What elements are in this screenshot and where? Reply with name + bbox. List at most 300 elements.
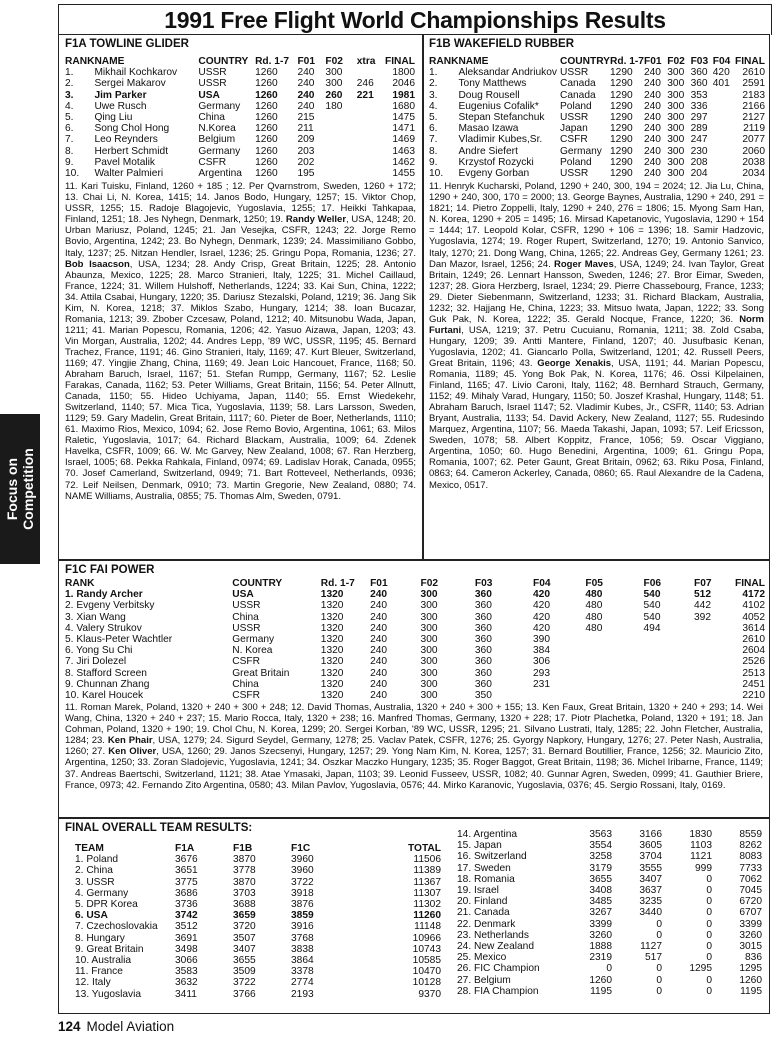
table-cell: 3066 [175,955,198,967]
table-cell: 208 [690,156,708,168]
table-cell: 3563 [589,829,612,840]
table-cell: Germany [559,145,602,157]
table-cell: 7. [429,134,438,146]
table-cell: 16. Switzerland [457,851,527,863]
table-cell: 240 [370,589,388,601]
table-cell: 231 [532,678,550,690]
table-cell: Uwe Rusch [94,100,147,112]
table-cell: 3960 [291,865,314,877]
table-cell: 11. France [75,966,123,978]
table-cell: 3166 [639,829,662,840]
table-cell: 11260 [413,910,441,922]
table-cell: 5. [429,112,438,124]
table-cell: 390 [532,634,550,646]
table-cell: 300 [420,690,438,702]
table-cell: 24. New Zealand [457,941,535,953]
table-cell: 300 [420,589,438,601]
team-heading: FINAL OVERALL TEAM RESULTS: [65,822,253,834]
table-row [429,146,765,157]
table-row [75,877,441,888]
table-cell: 1260 [255,156,278,168]
table-cell [325,146,356,157]
page-title: 1991 Free Flight World Championships Results [58,4,772,35]
table-row [75,966,441,977]
table-cell: China [232,611,259,623]
table-cell: Tony Matthews [458,78,527,90]
table-cell: 21. Canada [457,907,510,919]
table-row [457,851,762,862]
table-cell: 3736 [175,899,198,911]
table-cell: 9. Great Britain [75,943,144,955]
table-cell: 0 [706,941,712,953]
table-cell: CSFR [198,156,227,168]
table-cell: Jim Parker [94,89,147,101]
table-cell: 240 [643,67,661,79]
table-cell: 3632 [175,977,198,989]
table-cell [357,123,385,134]
table-row [429,157,765,168]
table-cell: 20. Finland [457,896,508,908]
table-cell: Mikhail Kochkarov [94,67,178,79]
table-row [65,612,765,623]
table-cell: 3688 [233,899,256,911]
table-cell: 3766 [233,988,256,1000]
table-cell: 1127 [640,941,662,953]
table-cell: 9370 [418,988,441,1000]
column-header: COUNTRY [232,578,283,589]
page-footer [58,1019,174,1034]
table-cell: Argentina [198,168,242,180]
table-row [65,623,765,634]
table-cell: 240 [297,78,315,90]
column-header: xtra [356,56,376,67]
table-cell: 3916 [291,921,314,933]
table-cell: 1320 [320,667,344,679]
table-cell [713,101,735,112]
table-cell: 353 [690,89,708,101]
table-row [65,656,765,667]
table-cell: 4172 [742,589,765,601]
table-cell: 1290 [609,78,633,90]
table-cell: 10. [65,168,80,180]
table-cell: 2591 [742,78,765,90]
table-cell: 384 [532,645,550,657]
table-row [65,123,415,134]
table-row [65,645,765,656]
table-cell: 3378 [291,966,314,978]
table-cell: 7. Jiri Dolezel [65,656,127,668]
table-cell: 480 [585,600,603,612]
table-row [457,874,762,885]
table-row [75,921,441,932]
table-cell: 3659 [233,910,256,922]
table-cell: 1680 [392,100,415,112]
table-cell: 247 [690,134,708,146]
table-cell: Song Chol Hong [94,123,170,135]
table-cell: 240 [370,645,388,657]
table-cell [694,656,735,667]
table-cell: 209 [297,134,315,146]
table-cell [713,123,735,134]
table-cell: Andre Siefert [458,145,518,157]
table-cell: 1320 [320,645,344,657]
table-cell: 9. [429,156,438,168]
table-cell: 5. [65,112,74,124]
table-cell: 2046 [392,78,415,90]
table-cell [325,112,356,123]
table-cell: 420 [712,67,730,79]
column-header: F01 [643,56,662,67]
f1a-other-results: 11. Kari Tuisku, Finland, 1260 + 185 ; 12. Per Qvarnstrom, Sweden, 1260 + 172; 13. Chai Li, N. Korea, 1415; 14. Janos Bodo, Hungary, 1257; 15. Viktor Chop, USSR, 1255; 15. Radoje Blagojevic, Yugoslavia, 1255; 17. Heikki Tahkapaa, Finland, 1251; 18. Jes Nyhegn, Denmark, 1250; 19. Randy Weller, USA, 1248; 20. Urban Mariusz, Poland, 1245; 21. Jan Vesejka, CSFR, 1243; 22. Jorge Remo Bovio, Argentina, 1242; 23. Bo Nyhegn, Denmark, 1239; 24. Massimiliano Gobbo, Italy, 1237; 25. Nitzan Hendler, Israel, 1236; 25. Gringu Popa, Romania, 1236; 27. Bob Isaacson, USA, 1234; 28. Andy Crisp, Great Britain, 1225; 28. Antonio Abaunza, Mexico, 1225; 28. Marco Stranieri, Italy, 1225; 31. Michel Caillaud, France, 1224; 31. Willem Hulshoff, Netherlands, 1224; 33. Kai Sun, China, 1222; 34. Attila Csabai, Hungary, 1220; 35. Dariusz Stezalski, Poland, 1219; 36. Jang Sik Kim, N. Korea, 1218; 37. Miklos Szabo, Hungary, 1214; 38. Ioan Bucazar, Romania, 1213; 39. Zbober Czcesaw, Poland, 1212; 40. Mitsunobu Wada, Japan, 1211; 41. Marian Popescu, Romania, 1206; 42. Yasuo Aizawa, Japan, 1203; 43. Vin Morgan, Australia, 1202; 44. Andres Lepp, '89 WC, USSR, 1195; 45. Bernard Trachez, France, 1191; 46. Gino Stranieri, Italy, 1169; 47. Kurt Bleuer, Switzerland, 1169; 47. Yingjie Zhang, China, 1169; 49. Jean Loic Hancouet, France, 1168; 50. Abraham Baruch, Israel, 1167; 51. Stefan Rumpp, Germany, 1167; 52. Leslie Farakas, Canada, 1162; 53. Peter Williams, Great Britain, 1156; 54. Peter Allnutt, Canada, 1150; 55. Hideo Uchiyama, Japan, 1140; 55. Ernst Wiedekehr, Switzerland, 1140; 57. Mica Tica, Yugoslavia, 1139; 58. Lars Larsson, Sweden, 1129; 59. Gary Madelin, Great Britain, 1117; 60. Pieter de Boer, Netherlands, 1110; 61. Maximo Rios, Mexico, 1094; 62. Jose Remo Bovio, Argentina, 1061; 63. Milos Raletic, Yugoslavia, 1017; 64. Richard Blackam, Australia, 1009; 64. Zdenek Havelka, CSFR, 1009; 66. W. Mc Garvey, New Zealand, 1008; 67. Ran Herzberg, Israel, 1005; 68. Pekka Rahkala, Finland, 0974; 69. Ladislav Horak, Canada, 0955; 70. Josef Camerland, Switzerland, 0949; 71. Bart Rotteveel, Netherlands, 0936; 72. Leif Neilsen, Denmark, 0910; 73. Martin Gregorie, New Zealand, 0880; 74. NAME Williams, Australia, 0855; 75. Thomas Alm, Sweden, 0791. [65,181,416,502]
table-header-row [429,56,765,67]
table-cell: 360 [474,678,492,690]
table-cell: 512 [693,589,711,601]
table-cell: 1455 [392,168,415,180]
table-cell: 1981 [392,89,415,101]
table-row [429,134,765,145]
table-cell: 3015 [739,941,762,953]
table-cell: 1290 [609,100,633,112]
table-cell: Eugenius Cofalik* [458,100,539,112]
table-cell: 3440 [639,907,662,919]
f1c-heading: F1C FAI POWER [65,564,155,576]
table-cell: 28. FIA Champion [457,985,539,997]
column-header: FINAL [735,578,765,589]
table-cell: 3614 [742,622,765,634]
table-row [457,986,762,997]
table-cell: 1800 [392,67,415,79]
column-header: F02 [667,56,685,67]
table-cell: 3742 [175,910,198,922]
table-cell: 360 [474,667,492,679]
table-row [457,941,762,952]
table-cell: 1295 [739,963,762,975]
table-cell: 3864 [291,955,314,967]
table-cell: 1290 [609,134,633,146]
table-row [65,146,415,157]
table-cell: 8. [429,145,438,157]
table-cell: 540 [643,600,661,612]
table-cell: 1295 [689,963,712,975]
table-cell: Walter Palmieri [94,168,164,180]
table-cell: Poland [559,156,592,168]
table-cell: 293 [532,667,550,679]
table-cell: 1320 [320,656,344,668]
table-cell: 14. Argentina [457,829,518,840]
table-cell: 6. USA [75,910,108,922]
table-cell: 10743 [412,943,441,955]
table-row [75,854,441,865]
table-cell [585,690,643,701]
table-cell: 3485 [589,896,612,908]
table-cell: 3408 [589,885,612,897]
table-cell: 240 [643,145,661,157]
table-cell: 202 [297,156,315,168]
table-cell: 2610 [742,67,765,79]
table-row [65,134,415,145]
table-cell: 8559 [739,829,762,840]
table-cell: 4. [429,100,438,112]
table-cell: 12. Italy [75,977,111,989]
table-cell: 289 [690,123,708,135]
table-cell: 240 [643,112,661,124]
table-cell: 0 [706,873,712,885]
table-row [75,933,441,944]
table-cell [325,157,356,168]
table-cell: 215 [297,112,315,124]
table-cell: 300 [420,622,438,634]
table-cell: N.Korea [198,123,236,135]
column-header: COUNTRY [198,56,249,67]
table-row [65,78,415,89]
table-cell: 401 [712,78,730,90]
table-cell [694,679,735,690]
table-cell: 3722 [233,977,256,989]
column-header: F06 [643,578,662,589]
table-cell: USSR [559,67,589,79]
table-cell [644,645,694,656]
table-cell: 494 [643,622,661,634]
table-cell: 3722 [291,876,314,888]
table-cell: 3960 [291,854,314,866]
table-cell: Evgeny Gorban [458,168,530,180]
table-cell: 1290 [609,112,633,124]
table-cell: 5. DPR Korea [75,899,138,911]
table-row [75,955,441,966]
table-cell: 240 [370,634,388,646]
f1c-results-table [65,578,765,701]
page-number: 124 [58,1019,81,1034]
table-cell: 13. Yugoslavia [75,988,142,1000]
table-cell: 3859 [291,910,314,922]
table-cell: 3399 [739,918,762,930]
table-cell: 240 [297,67,315,79]
table-row [65,690,765,701]
table-cell: 10128 [412,977,441,989]
table-cell: CSFR [232,690,260,702]
table-cell: 1260 [255,134,278,146]
table-cell: 300 [667,67,685,79]
table-cell: 420 [532,622,550,634]
table-cell: 22. Denmark [457,918,516,930]
table-row [75,865,441,876]
table-cell: 240 [370,667,388,679]
table-cell: 240 [643,89,661,101]
table-cell: 18. Romania [457,873,515,885]
table-cell: 300 [667,168,685,180]
table-row [75,989,441,1000]
section-tab-line2: Competition [20,448,36,530]
table-cell: 1290 [609,168,633,180]
table-row [75,910,441,921]
f1b-heading: F1B WAKEFIELD RUBBER [429,38,575,50]
table-header-row [65,56,415,67]
table-cell: 8262 [739,840,762,852]
table-cell: 420 [532,611,550,623]
table-cell: 1260 [255,89,278,101]
table-cell: 240 [643,168,661,180]
table-cell [694,634,735,645]
table-cell: USSR [198,67,227,79]
table-cell: 3651 [175,865,198,877]
f1b-section [423,34,770,560]
table-cell: 1320 [320,611,344,623]
table-cell: 3655 [589,873,612,885]
table-cell [713,146,735,157]
table-cell: 1463 [392,145,415,157]
table-cell: 8083 [739,851,762,863]
table-cell: 1320 [320,600,344,612]
table-cell: 360 [474,634,492,646]
table-cell: 240 [297,89,315,101]
table-cell: 1195 [740,985,762,997]
table-cell: 300 [325,67,343,79]
table-cell: 3411 [175,988,197,1000]
table-cell: Germany [232,634,275,646]
table-cell: 420 [532,589,550,601]
table-row [65,112,415,123]
table-cell: China [232,678,259,690]
table-cell: 0 [706,885,712,897]
table-cell [585,668,643,679]
table-row [429,112,765,123]
table-cell: 1260 [739,974,762,986]
table-cell [694,690,735,701]
table-cell: 7733 [739,862,762,874]
table-cell: 240 [297,100,315,112]
column-header: Rd. 1-7 [255,56,290,67]
table-cell: 9. [65,156,74,168]
table-cell: 360 [474,600,492,612]
table-cell: 300 [667,112,685,124]
table-cell [533,690,585,701]
table-cell: 2060 [742,145,765,157]
table-cell: 0 [706,974,712,986]
table-cell: 4. [65,100,74,112]
table-cell: 26. FIC Champion [457,963,540,975]
table-cell: 240 [643,78,661,90]
table-cell: 1. Poland [75,854,119,866]
column-header: FINAL [735,56,765,67]
table-cell: 3179 [589,862,612,874]
table-cell: 297 [690,112,708,124]
table-cell: 350 [474,690,492,702]
table-cell [357,112,385,123]
table-row [65,634,765,645]
table-cell: 6720 [739,896,762,908]
table-cell: USSR [198,78,227,90]
table-cell: 2319 [589,952,612,964]
table-cell: 9. Chunnan Zhang [65,678,150,690]
table-row [75,977,441,988]
table-cell: 2774 [291,977,314,989]
table-cell: 300 [420,645,438,657]
table-cell: 1260 [255,78,278,90]
column-header: F02 [325,56,343,67]
table-cell: Pavel Motalik [94,156,156,168]
table-cell: 1290 [609,89,633,101]
table-cell: 3778 [233,865,256,877]
table-cell: 300 [420,611,438,623]
table-cell: 0 [656,918,662,930]
table-cell: 203 [297,145,315,157]
table-cell: 1. Randy Archer [65,589,143,601]
table-row [457,896,762,907]
column-header: COUNTRY [559,56,610,67]
table-cell: 360 [474,611,492,623]
table-row [65,157,415,168]
table-cell: 5. Klaus-Peter Wachtler [65,634,173,646]
table-cell: 240 [643,156,661,168]
table-cell [357,67,385,78]
table-cell: 3637 [639,885,662,897]
table-cell: Germany [198,145,241,157]
table-cell: 240 [370,656,388,668]
table-cell: 6. Yong Su Chi [65,645,133,657]
table-cell: Leo Reynders [94,134,158,146]
table-cell: 27. Belgium [457,974,511,986]
table-cell: 360 [690,67,708,79]
column-header: F1C [291,843,311,854]
table-cell: Canada [559,89,596,101]
table-cell: 2119 [743,123,765,135]
table-cell: 2210 [742,690,765,702]
column-header: RANK [65,578,95,589]
table-cell: USSR [559,112,589,124]
table-cell: 2513 [742,667,765,679]
table-row [429,168,765,179]
table-row [429,67,765,78]
table-cell: 3691 [175,932,198,944]
table-cell: 300 [420,600,438,612]
table-header-row [75,843,441,854]
table-cell: Germany [198,100,241,112]
table-cell: 3870 [233,876,256,888]
table-cell: 442 [693,600,711,612]
table-cell: 11302 [413,899,441,911]
table-cell: 300 [667,100,685,112]
table-cell: 1260 [255,123,278,135]
team-results-table-right [457,829,762,997]
table-cell: 0 [656,985,662,997]
table-cell [585,656,643,667]
table-header-row [65,578,765,589]
table-row [457,829,762,840]
table-cell: 246 [356,78,374,90]
table-row [429,123,765,134]
table-cell: 3267 [589,907,612,919]
table-cell: 3768 [291,932,314,944]
table-cell: 0 [656,974,662,986]
table-cell: 1320 [320,622,344,634]
table-cell: Canada [559,78,596,90]
table-cell: 1260 [255,168,278,180]
table-cell: Masao Izawa [458,123,519,135]
table-cell: 240 [370,678,388,690]
table-cell: 300 [325,78,343,90]
table-cell: 2604 [742,645,765,657]
table-cell: 517 [645,952,662,964]
table-cell: 3838 [291,943,314,955]
table-cell: 11389 [413,865,441,877]
f1a-heading: F1A TOWLINE GLIDER [65,38,189,50]
column-header: F03 [474,578,493,589]
table-cell: 3407 [233,943,256,955]
f1c-section [58,560,770,818]
table-cell: USSR [232,622,261,634]
table-cell: 10. [429,168,444,180]
table-cell: 306 [532,656,550,668]
